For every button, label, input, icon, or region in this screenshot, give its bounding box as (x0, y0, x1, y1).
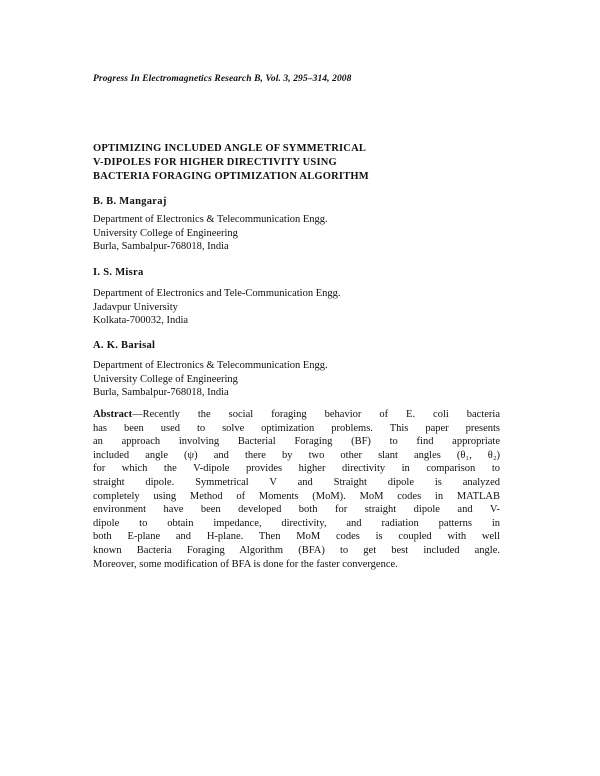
abstract-line (93, 408, 500, 422)
affiliation-line: Kolkata-700032, India (93, 315, 189, 326)
affiliation-line: University College of Engineering (93, 227, 238, 239)
author-affiliation (93, 359, 328, 400)
author-name: I. S. Misra (93, 267, 144, 278)
author-affiliation (93, 213, 328, 254)
abstract-line: known Bacteria Foraging Algorithm (BFA) to get best included angle. (93, 544, 500, 556)
journal-citation: Progress In Electromagnetics Research B, Vol. 3, 295–314, 2008 (93, 74, 352, 84)
abstract-line: Moreover, some modification of BFA is done for the faster convergence. (93, 558, 398, 570)
affiliation-line: Burla, Sambalpur-768018, India (93, 241, 229, 252)
abstract-line: both E-plane and H-plane. Then MoM codes is coupled with well (93, 531, 500, 543)
author-name: A. K. Barisal (93, 340, 156, 351)
abstract-line: straight dipole. Symmetrical V and Straight dipole is analyzed (93, 476, 500, 488)
affiliation-line: Department of Electronics and Tele-Communication Engg. (93, 288, 341, 299)
affiliation-line: Burla, Sambalpur-768018, India (93, 387, 229, 398)
abstract-text: —Recently the social foraging behavior of E. coli bacteria (132, 409, 500, 420)
abstract-line: environment have been developed both for straight dipole and V- (93, 504, 500, 516)
abstract-line: included angle (ψ) and there by two other slant angles (θ₁, θ₂) (93, 449, 500, 461)
author-affiliation (93, 287, 341, 328)
affiliation-line: Department of Electronics & Telecommunication Engg. (93, 360, 328, 371)
abstract-label: Abstract (93, 409, 133, 420)
affiliation-line: University College of Engineering (93, 373, 238, 385)
abstract-line: dipole to obtain impedance, directivity, and radiation patterns in (93, 517, 500, 529)
affiliation-line: Jadavpur University (93, 301, 178, 313)
abstract-line: completely using Method of Moments (MoM). MoM codes in MATLAB (93, 490, 500, 502)
title-line: OPTIMIZING INCLUDED ANGLE OF SYMMETRICAL (93, 143, 367, 154)
abstract (93, 408, 500, 571)
abstract-line: for which the V-dipole provides higher directivity in comparison to (93, 463, 500, 475)
title-line: V-DIPOLES FOR HIGHER DIRECTIVITY USING (93, 157, 337, 168)
author-name: B. B. Mangaraj (93, 196, 167, 207)
abstract-line: an approach involving Bacterial Foraging (BF) to find appropriate (93, 436, 500, 448)
title-line: BACTERIA FORAGING OPTIMIZATION ALGORITHM (93, 171, 369, 182)
abstract-line: has been used to solve optimization problems. This paper presents (93, 422, 500, 434)
paper-title (93, 142, 473, 184)
affiliation-line: Department of Electronics & Telecommunication Engg. (93, 214, 328, 225)
